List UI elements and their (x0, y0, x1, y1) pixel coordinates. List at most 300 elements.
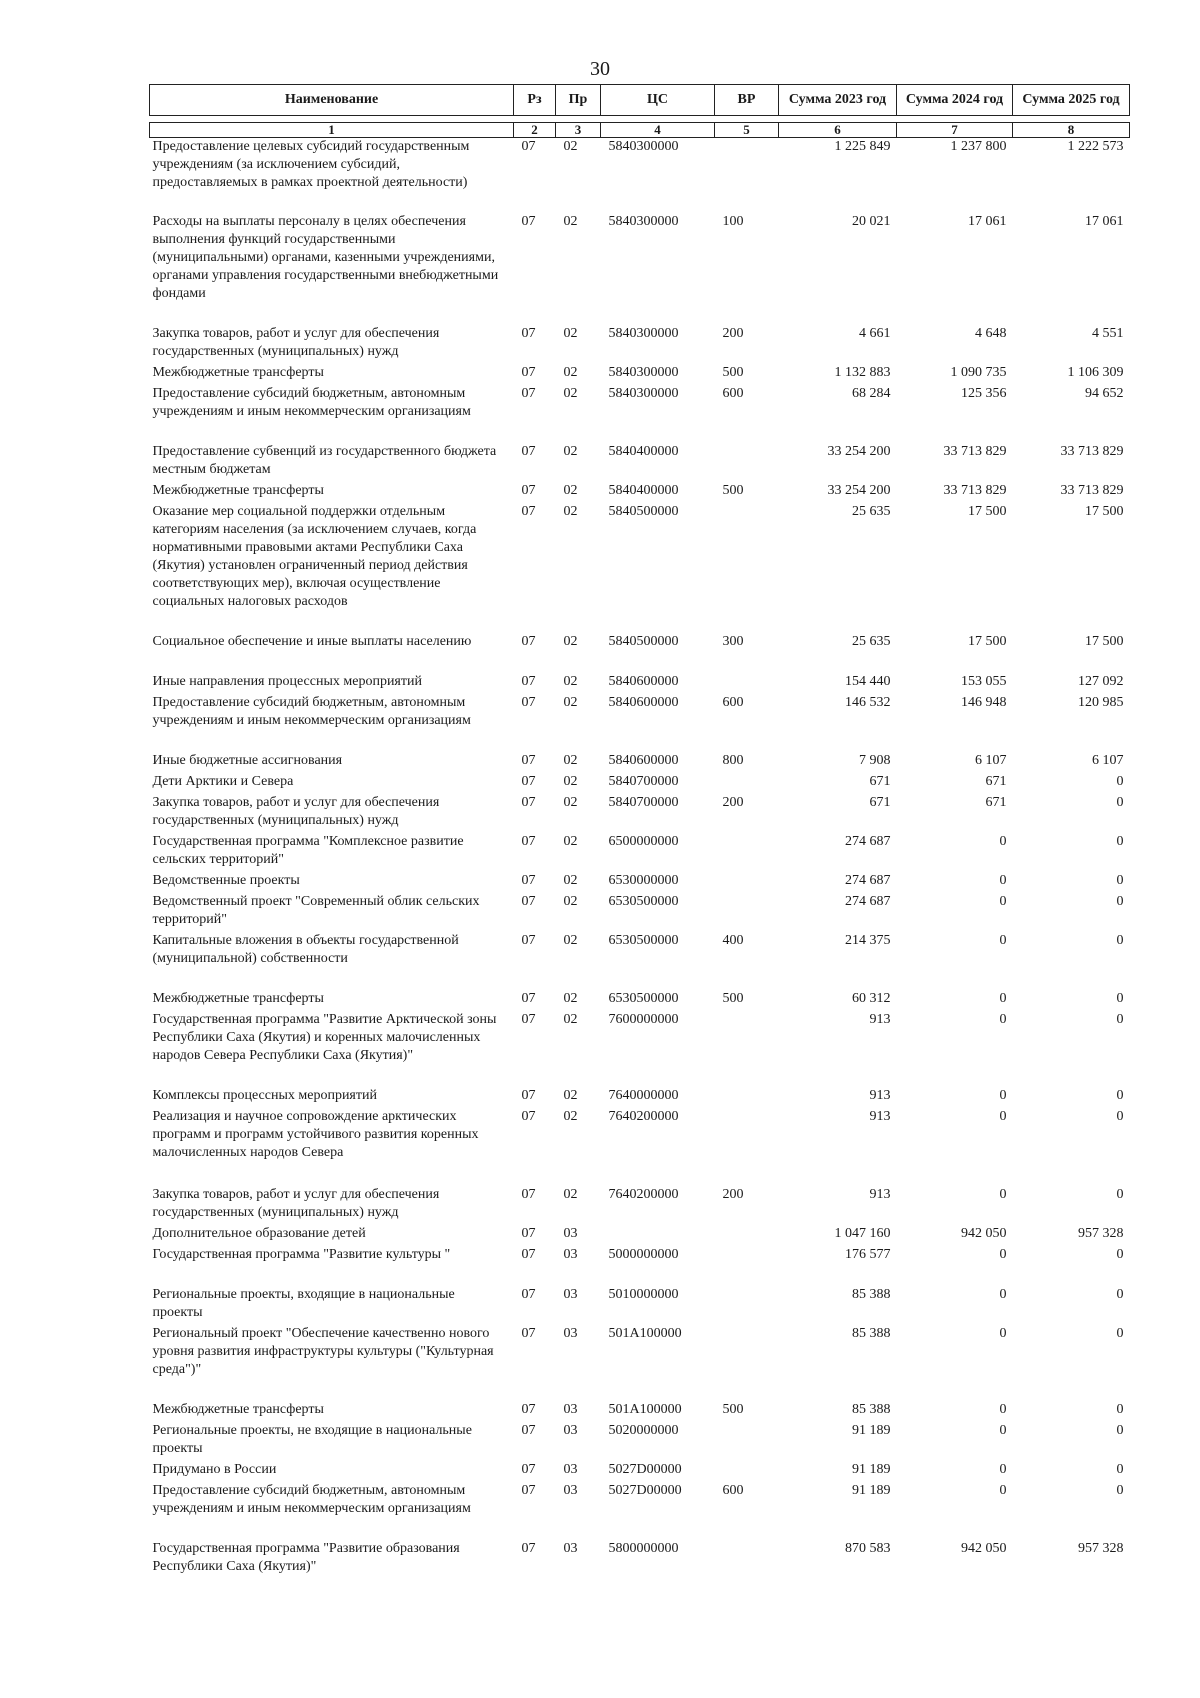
row-vr (715, 138, 779, 213)
row-name: Дополнительное образование детей (152, 1225, 366, 1241)
row-sum-2025: 0 (1116, 1422, 1124, 1438)
row-sum-2023: 68 284 (852, 385, 891, 401)
row-cs: 5800000000 (608, 1540, 679, 1556)
row-cs: 5840500000 (608, 503, 679, 519)
row-rz: 07 (521, 893, 536, 909)
row-sum-2025: 0 (1116, 1325, 1124, 1341)
row-name: Государственная программа "Развитие образования Республики Саха (Якутия)" (152, 1540, 460, 1574)
table-row (150, 872, 1130, 893)
row-pr: 02 (563, 872, 578, 888)
row-sum-2023: 274 687 (845, 872, 891, 888)
row-pr: 03 (563, 1401, 578, 1417)
row-rz: 07 (521, 1011, 536, 1027)
column-number: 3 (556, 123, 601, 138)
row-sum-2023: 7 908 (859, 752, 891, 768)
row-sum-2025: 33 713 829 (1060, 482, 1124, 498)
row-pr: 03 (563, 1225, 578, 1241)
row-sum-2024: 942 050 (961, 1540, 1007, 1556)
row-cs: 5020000000 (608, 1422, 679, 1438)
column-number: 6 (779, 123, 897, 138)
row-name: Дети Арктики и Севера (152, 773, 294, 789)
header-rz: Рз (514, 85, 556, 116)
row-vr (715, 503, 779, 633)
row-rz: 07 (521, 1325, 536, 1341)
table-row (150, 1225, 1130, 1246)
row-vr (715, 1325, 779, 1401)
row-pr: 02 (563, 893, 578, 909)
row-sum-2025: 6 107 (1092, 752, 1124, 768)
row-sum-2023: 33 254 200 (827, 482, 891, 498)
column-number: 7 (897, 123, 1013, 138)
row-sum-2024: 0 (999, 1422, 1007, 1438)
row-pr: 03 (563, 1422, 578, 1438)
table-row (150, 1246, 1130, 1286)
row-sum-2025: 120 985 (1078, 694, 1124, 710)
row-sum-2023: 4 661 (859, 325, 891, 341)
row-sum-2024: 153 055 (961, 673, 1007, 689)
row-sum-2024: 0 (999, 893, 1007, 909)
row-sum-2023: 274 687 (845, 893, 891, 909)
table-row (150, 385, 1130, 443)
page-number: 30 (590, 58, 610, 80)
row-name: Предоставление субсидий бюджетным, автономным учреждениям и иным некоммерческим организациям (152, 1482, 471, 1516)
row-cs: 501A100000 (608, 1401, 682, 1417)
row-name: Государственная программа "Развитие культуры " (152, 1246, 451, 1262)
row-vr: 600 (722, 1482, 744, 1498)
row-vr: 500 (722, 1401, 744, 1417)
row-cs (601, 1225, 715, 1246)
row-sum-2023: 91 189 (852, 1461, 891, 1477)
row-sum-2024: 0 (999, 990, 1007, 1006)
row-cs: 6530500000 (608, 893, 679, 909)
row-pr: 02 (563, 794, 578, 810)
row-cs: 6530500000 (608, 932, 679, 948)
row-pr: 02 (563, 364, 578, 380)
row-pr: 02 (563, 443, 578, 459)
row-name: Предоставление субвенций из государственного бюджета местным бюджетам (152, 443, 497, 477)
row-sum-2023: 146 532 (845, 694, 891, 710)
table-row (150, 1186, 1130, 1225)
table-row (150, 893, 1130, 932)
row-rz: 07 (521, 1225, 536, 1241)
row-cs: 5027D00000 (608, 1482, 682, 1498)
row-sum-2024: 0 (999, 1325, 1007, 1341)
row-pr: 02 (563, 1011, 578, 1027)
row-sum-2025: 0 (1116, 1461, 1124, 1477)
row-cs: 5840300000 (608, 364, 679, 380)
table-row (150, 482, 1130, 503)
row-pr: 02 (563, 385, 578, 401)
row-sum-2023: 214 375 (845, 932, 891, 948)
row-rz: 07 (521, 1108, 536, 1124)
column-number: 8 (1013, 123, 1130, 138)
table-row (150, 1325, 1130, 1401)
row-pr: 03 (563, 1325, 578, 1341)
header-name: Наименование (150, 85, 514, 116)
row-name: Предоставление целевых субсидий государственным учреждениям (за исключением субсидий, предоставляемых в рамках проектной деятельности) (152, 139, 470, 190)
row-sum-2024: 0 (999, 932, 1007, 948)
row-cs: 5840700000 (608, 794, 679, 810)
row-sum-2024: 17 061 (968, 213, 1007, 229)
row-name: Предоставление субсидий бюджетным, автономным учреждениям и иным некоммерческим организациям (152, 385, 471, 419)
row-cs: 6500000000 (608, 833, 679, 849)
row-sum-2024: 0 (999, 1461, 1007, 1477)
row-pr: 02 (563, 1108, 578, 1124)
row-sum-2023: 1 225 849 (834, 139, 891, 154)
table-row (150, 1087, 1130, 1108)
table-row (150, 443, 1130, 482)
row-cs: 5027D00000 (608, 1461, 682, 1477)
row-vr (715, 673, 779, 694)
row-name: Ведомственный проект "Современный облик сельских территорий" (152, 893, 480, 927)
row-sum-2025: 0 (1116, 990, 1124, 1006)
row-vr (715, 1246, 779, 1286)
row-cs: 7600000000 (608, 1011, 679, 1027)
row-sum-2025: 33 713 829 (1060, 443, 1124, 459)
row-cs: 5840400000 (608, 482, 679, 498)
row-vr: 100 (722, 213, 744, 229)
table-row (150, 213, 1130, 325)
row-rz: 07 (521, 633, 536, 649)
row-sum-2025: 17 500 (1085, 633, 1124, 649)
row-pr: 02 (563, 633, 578, 649)
row-name: Закупка товаров, работ и услуг для обеспечения государственных (муниципальных) нужд (152, 1186, 440, 1220)
row-sum-2023: 91 189 (852, 1482, 891, 1498)
row-rz: 07 (521, 325, 536, 341)
table-body (150, 138, 1130, 1580)
table-header (150, 85, 1130, 138)
row-pr: 03 (563, 1461, 578, 1477)
row-sum-2025: 957 328 (1078, 1540, 1124, 1556)
row-vr (715, 1422, 779, 1461)
row-rz: 07 (521, 503, 536, 519)
row-name: Расходы на выплаты персоналу в целях обеспечения выполнения функций государственными (муниципальными) органами, казенными учреждениями, органами управления государственными внебюджетными фондами (152, 213, 499, 301)
row-rz: 07 (521, 443, 536, 459)
row-rz: 07 (521, 1246, 536, 1262)
row-pr: 03 (563, 1286, 578, 1302)
row-cs: 5840300000 (608, 213, 679, 229)
header-sum-2024: Сумма 2024 год (897, 85, 1013, 116)
row-rz: 07 (521, 694, 536, 710)
row-sum-2025: 1 106 309 (1067, 364, 1124, 380)
row-sum-2023: 85 388 (852, 1401, 891, 1417)
row-rz: 07 (521, 990, 536, 1006)
row-vr (715, 1540, 779, 1580)
row-cs: 5010000000 (608, 1286, 679, 1302)
row-name: Закупка товаров, работ и услуг для обеспечения государственных (муниципальных) нужд (152, 794, 440, 828)
header-gap (150, 116, 1130, 123)
table-row (150, 1401, 1130, 1422)
row-cs: 5840400000 (608, 443, 679, 459)
row-name: Межбюджетные трансферты (152, 990, 324, 1006)
row-cs: 5840600000 (608, 673, 679, 689)
row-sum-2024: 671 (985, 794, 1007, 810)
row-rz: 07 (521, 1286, 536, 1302)
row-cs: 7640200000 (608, 1186, 679, 1202)
row-sum-2023: 85 388 (852, 1325, 891, 1341)
table-row (150, 1286, 1130, 1325)
row-sum-2023: 870 583 (845, 1540, 891, 1556)
row-sum-2023: 1 132 883 (834, 364, 891, 380)
row-vr: 400 (722, 932, 744, 948)
row-sum-2025: 0 (1116, 1087, 1124, 1103)
row-name: Межбюджетные трансферты (152, 364, 324, 380)
row-sum-2023: 25 635 (852, 633, 891, 649)
row-vr: 300 (722, 633, 744, 649)
row-pr: 02 (563, 1186, 578, 1202)
row-sum-2023: 154 440 (845, 673, 891, 689)
row-rz: 07 (521, 1087, 536, 1103)
row-rz: 07 (521, 932, 536, 948)
row-cs: 7640000000 (608, 1087, 679, 1103)
row-sum-2025: 0 (1116, 773, 1124, 789)
row-sum-2023: 176 577 (845, 1246, 891, 1262)
row-sum-2025: 0 (1116, 1108, 1124, 1124)
row-sum-2025: 0 (1116, 1246, 1124, 1262)
row-pr: 02 (563, 990, 578, 1006)
row-sum-2024: 17 500 (968, 503, 1007, 519)
row-sum-2025: 957 328 (1078, 1225, 1124, 1241)
row-pr: 03 (563, 1246, 578, 1262)
row-sum-2024: 671 (985, 773, 1007, 789)
table-row (150, 752, 1130, 773)
row-rz: 07 (521, 1401, 536, 1417)
row-sum-2025: 0 (1116, 872, 1124, 888)
row-vr (715, 1011, 779, 1087)
row-vr: 200 (722, 1186, 744, 1202)
column-number: 5 (715, 123, 779, 138)
row-sum-2025: 127 092 (1078, 673, 1124, 689)
row-rz: 07 (521, 673, 536, 689)
header-row (150, 85, 1130, 116)
row-vr (715, 773, 779, 794)
row-name: Придумано в России (152, 1461, 277, 1477)
row-sum-2024: 0 (999, 1286, 1007, 1302)
row-vr (715, 1286, 779, 1325)
table-row (150, 633, 1130, 673)
row-sum-2024: 33 713 829 (943, 443, 1007, 459)
column-number: 2 (514, 123, 556, 138)
header-cs: ЦС (601, 85, 715, 116)
row-name: Иные бюджетные ассигнования (152, 752, 343, 768)
row-sum-2023: 671 (869, 794, 891, 810)
row-rz: 07 (521, 752, 536, 768)
row-sum-2023: 671 (869, 773, 891, 789)
row-rz: 07 (521, 872, 536, 888)
row-sum-2024: 1 090 735 (950, 364, 1007, 380)
row-cs: 5840600000 (608, 694, 679, 710)
row-sum-2024: 0 (999, 1186, 1007, 1202)
row-name: Социальное обеспечение и иные выплаты населению (152, 633, 472, 649)
row-name: Межбюджетные трансферты (152, 1401, 324, 1417)
row-name: Комплексы процессных мероприятий (152, 1087, 377, 1103)
row-name: Государственная программа "Развитие Арктической зоны Республики Саха (Якутия) и коренных малочисленных народов Севера Республики Саха (Якутия)" (152, 1011, 497, 1063)
row-sum-2024: 33 713 829 (943, 482, 1007, 498)
row-pr: 02 (563, 833, 578, 849)
header-sum-2025: Сумма 2025 год (1013, 85, 1130, 116)
row-sum-2024: 0 (999, 1246, 1007, 1262)
row-sum-2024: 146 948 (961, 694, 1007, 710)
table-row (150, 694, 1130, 752)
row-vr: 500 (722, 482, 744, 498)
row-sum-2023: 913 (869, 1087, 891, 1103)
row-cs: 501A100000 (608, 1325, 682, 1341)
row-pr: 02 (563, 694, 578, 710)
row-rz: 07 (521, 1186, 536, 1202)
row-rz: 07 (521, 213, 536, 229)
row-pr: 02 (563, 773, 578, 789)
row-cs: 5840300000 (608, 139, 679, 154)
header-pr: Пр (556, 85, 601, 116)
row-sum-2023: 20 021 (852, 213, 891, 229)
row-name: Региональные проекты, входящие в национальные проекты (152, 1286, 455, 1320)
row-sum-2024: 6 107 (975, 752, 1007, 768)
table-row (150, 1422, 1130, 1461)
row-name: Предоставление субсидий бюджетным, автономным учреждениям и иным некоммерческим организациям (152, 694, 471, 728)
row-vr: 600 (722, 385, 744, 401)
row-rz: 07 (521, 482, 536, 498)
row-pr: 03 (563, 1482, 578, 1498)
row-sum-2023: 913 (869, 1108, 891, 1124)
row-sum-2024: 0 (999, 1108, 1007, 1124)
row-cs: 6530000000 (608, 872, 679, 888)
row-sum-2023: 33 254 200 (827, 443, 891, 459)
row-rz: 07 (521, 139, 536, 154)
row-sum-2024: 4 648 (975, 325, 1007, 341)
row-vr: 200 (722, 325, 744, 341)
table-row (150, 794, 1130, 833)
row-sum-2023: 274 687 (845, 833, 891, 849)
table-row (150, 773, 1130, 794)
row-rz: 07 (521, 773, 536, 789)
row-sum-2025: 0 (1116, 794, 1124, 810)
row-name: Региональные проекты, не входящие в национальные проекты (152, 1422, 472, 1456)
row-name: Региональный проект "Обеспечение качественно нового уровня развития инфраструктуры культуры ("Культурная среда")" (152, 1325, 494, 1377)
table-row (150, 364, 1130, 385)
row-cs: 6530500000 (608, 990, 679, 1006)
row-rz: 07 (521, 794, 536, 810)
row-pr: 02 (563, 325, 578, 341)
row-sum-2025: 0 (1116, 932, 1124, 948)
table-row (150, 503, 1130, 633)
row-name: Иные направления процессных мероприятий (152, 673, 422, 689)
row-rz: 07 (521, 833, 536, 849)
row-sum-2025: 0 (1116, 1011, 1124, 1027)
row-sum-2024: 0 (999, 1482, 1007, 1498)
row-sum-2024: 1 237 800 (950, 139, 1007, 154)
table-row (150, 673, 1130, 694)
row-rz: 07 (521, 385, 536, 401)
row-pr: 02 (563, 673, 578, 689)
row-name: Межбюджетные трансферты (152, 482, 324, 498)
row-sum-2023: 60 312 (852, 990, 891, 1006)
row-sum-2025: 0 (1116, 833, 1124, 849)
row-sum-2023: 913 (869, 1186, 891, 1202)
table-row (150, 990, 1130, 1011)
row-sum-2025: 94 652 (1085, 385, 1124, 401)
column-number: 1 (150, 123, 514, 138)
row-sum-2025: 0 (1116, 1186, 1124, 1202)
row-name: Оказание мер социальной поддержки отдельным категориям населения (за исключением случаев, когда нормативными правовыми актами Республики Саха (Якутия) установлен ограниченный период действия соответствующих мер), включая осуществление социальных налоговых расходов (152, 503, 477, 609)
row-name: Закупка товаров, работ и услуг для обеспечения государственных (муниципальных) нужд (152, 325, 440, 359)
row-sum-2025: 0 (1116, 893, 1124, 909)
table-row (150, 138, 1130, 213)
row-cs: 5840700000 (608, 773, 679, 789)
row-vr (715, 872, 779, 893)
row-rz: 07 (521, 364, 536, 380)
header-sum-2023: Сумма 2023 год (779, 85, 897, 116)
table-row (150, 1482, 1130, 1540)
row-sum-2025: 17 500 (1085, 503, 1124, 519)
row-pr: 03 (563, 1540, 578, 1556)
table-row (150, 1540, 1130, 1580)
row-sum-2025: 0 (1116, 1482, 1124, 1498)
row-sum-2025: 17 061 (1085, 213, 1124, 229)
row-sum-2024: 0 (999, 1087, 1007, 1103)
row-sum-2024: 0 (999, 833, 1007, 849)
row-sum-2025: 0 (1116, 1401, 1124, 1417)
row-name: Капитальные вложения в объекты государственной (муниципальной) собственности (152, 932, 459, 966)
row-vr: 500 (722, 990, 744, 1006)
row-pr: 02 (563, 482, 578, 498)
row-cs: 7640200000 (608, 1108, 679, 1124)
row-sum-2023: 1 047 160 (834, 1225, 891, 1241)
row-pr: 02 (563, 752, 578, 768)
row-pr: 02 (563, 932, 578, 948)
table-row (150, 1108, 1130, 1186)
row-cs: 5000000000 (608, 1246, 679, 1262)
row-pr: 02 (563, 1087, 578, 1103)
row-vr (715, 1108, 779, 1186)
row-sum-2025: 1 222 573 (1067, 139, 1124, 154)
row-name: Государственная программа "Комплексное развитие сельских территорий" (152, 833, 464, 867)
row-sum-2023: 91 189 (852, 1422, 891, 1438)
row-sum-2025: 4 551 (1092, 325, 1124, 341)
row-cs: 5840300000 (608, 325, 679, 341)
row-pr: 02 (563, 139, 578, 154)
row-sum-2024: 0 (999, 1011, 1007, 1027)
table-row (150, 1461, 1130, 1482)
row-vr (715, 1087, 779, 1108)
row-vr (715, 893, 779, 932)
row-cs: 5840500000 (608, 633, 679, 649)
row-vr: 600 (722, 694, 744, 710)
row-vr: 200 (722, 794, 744, 810)
table-row (150, 833, 1130, 872)
row-rz: 07 (521, 1540, 536, 1556)
row-pr: 02 (563, 213, 578, 229)
row-sum-2023: 913 (869, 1011, 891, 1027)
row-vr: 500 (722, 364, 744, 380)
table-row (150, 932, 1130, 990)
row-cs: 5840600000 (608, 752, 679, 768)
row-sum-2024: 17 500 (968, 633, 1007, 649)
table-row (150, 325, 1130, 364)
row-rz: 07 (521, 1461, 536, 1477)
row-sum-2024: 0 (999, 1401, 1007, 1417)
row-name: Реализация и научное сопровождение арктических программ и программ устойчивого развития коренных малочисленных народов Севера (152, 1108, 479, 1160)
row-rz: 07 (521, 1482, 536, 1498)
table-row (150, 1011, 1130, 1087)
row-vr (715, 1225, 779, 1246)
row-rz: 07 (521, 1422, 536, 1438)
row-name: Ведомственные проекты (152, 872, 300, 888)
row-pr: 02 (563, 503, 578, 519)
row-sum-2024: 0 (999, 872, 1007, 888)
column-number: 4 (601, 123, 715, 138)
row-sum-2025: 0 (1116, 1286, 1124, 1302)
row-vr (715, 833, 779, 872)
